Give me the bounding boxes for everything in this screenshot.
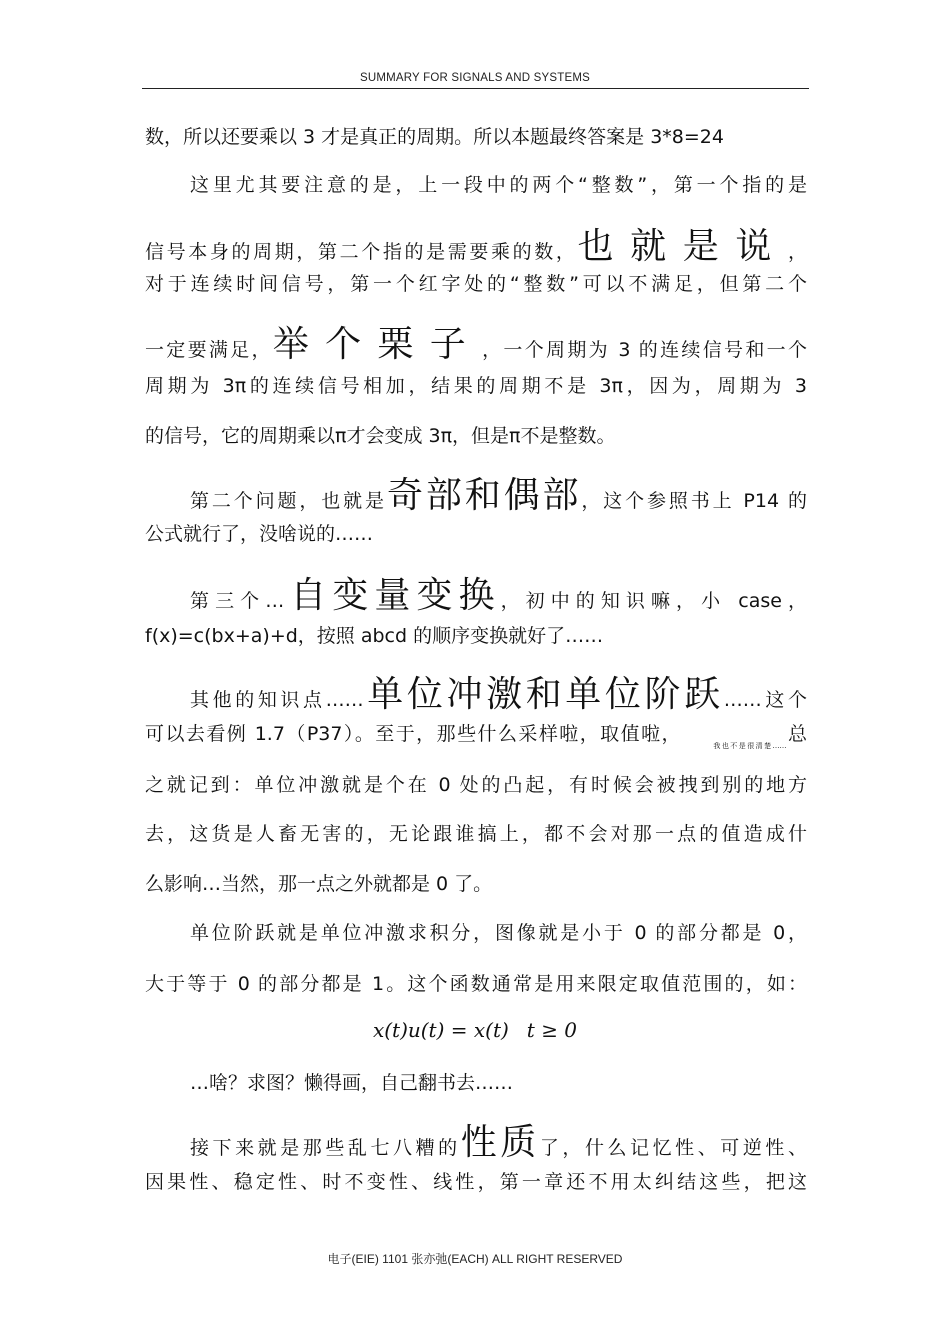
text-line: …啥？求图？懒得画，自己翻书去…… bbox=[190, 1072, 514, 1094]
text-run: 可以去看例 1.7（P37）。至于，那些什么采样啦，取值啦， bbox=[145, 723, 682, 745]
text-run: 第三个… bbox=[190, 590, 285, 612]
text-line: 公式就行了，没啥说的…… bbox=[145, 523, 374, 545]
text-run: ，一个周期为 3 的连续信号和一个 bbox=[482, 339, 807, 361]
page-footer: 电子(EIE) 1101 张亦弛(EACH) ALL RIGHT RESERVED bbox=[327, 1252, 623, 1266]
emphasis-text: 举个栗子 bbox=[272, 324, 483, 365]
emphasis-text: 单位冲激和单位阶跃 bbox=[363, 674, 724, 715]
text-run: 接下来就是那些乱七八糟的 bbox=[190, 1137, 461, 1159]
text-run: ，这个参照书上 P14 的 bbox=[581, 490, 807, 512]
equation-condition: t ≥ 0 bbox=[526, 1018, 578, 1042]
text-run: ， bbox=[787, 241, 807, 263]
text-line: 去，这货是人畜无害的，无论跟谁搞上，都不会对那一点的值造成什 bbox=[145, 823, 807, 845]
text-line: 单位阶跃就是单位冲激求积分，图像就是小于 0 的部分都是 0， bbox=[190, 922, 807, 944]
emphasis-text: 奇部和偶部 bbox=[386, 475, 582, 516]
emphasis-text: 性质 bbox=[460, 1122, 540, 1163]
text-line: 对于连续时间信号，第一个红字处的“整数”可以不满足，但第二个 bbox=[145, 273, 807, 295]
text-line: 么影响…当然，那一点之外就都是 0 了。 bbox=[145, 873, 493, 895]
text-line: 大于等于 0 的部分都是 1。这个函数通常是用来限定取值范围的，如： bbox=[145, 973, 807, 995]
text-line: 的信号，它的周期乘以π才会变成 3π，但是π不是整数。 bbox=[145, 425, 616, 447]
text-line bbox=[190, 475, 807, 516]
text-run: ……这个 bbox=[723, 689, 807, 711]
text-run: 第二个问题，也就是 bbox=[190, 490, 387, 512]
text-run: ，初中的知识嘛，小 case， bbox=[500, 590, 807, 612]
text-run: 信号本身的周期，第二个指的是需要乘的数， bbox=[145, 241, 578, 263]
equation bbox=[0, 1018, 950, 1042]
text-run: 一定要满足， bbox=[145, 339, 273, 361]
text-line: 这里尤其要注意的是，上一段中的两个“整数”，第一个指的是 bbox=[190, 174, 807, 196]
text-line bbox=[190, 1122, 807, 1163]
equation-lhs: x(t)u(t) = x(t) bbox=[372, 1018, 509, 1042]
text-line: 周期为 3π的连续信号相加，结果的周期不是 3π，因为，周期为 3 bbox=[145, 375, 807, 397]
header-rule bbox=[142, 88, 809, 89]
text-line: f(x)=c(bx+a)+d，按照 abcd 的顺序变换就好了…… bbox=[145, 625, 604, 647]
text-run: 了，什么记忆性、可逆性、 bbox=[539, 1137, 807, 1159]
text-line: 数，所以还要乘以 3 才是真正的周期。所以本题最终答案是 3*8=24 bbox=[145, 126, 724, 148]
emphasis-text: 也就是说 bbox=[577, 226, 788, 267]
text-line bbox=[190, 575, 807, 616]
emphasis-text: 自变量变换 bbox=[284, 575, 501, 616]
text-line bbox=[190, 674, 807, 715]
text-line bbox=[145, 722, 807, 758]
page-header: SUMMARY FOR SIGNALS AND SYSTEMS bbox=[359, 72, 591, 84]
text-run: 其他的知识点…… bbox=[190, 689, 364, 711]
aside-note: 我也不是很清楚…… bbox=[711, 742, 787, 750]
text-line bbox=[145, 324, 807, 365]
text-line: 因果性、稳定性、时不变性、线性，第一章还不用太纠结这些，把这 bbox=[145, 1171, 807, 1193]
text-line: 之就记到：单位冲激就是个在 0 处的凸起，有时候会被拽到别的地方 bbox=[145, 774, 807, 796]
text-run: 总 bbox=[786, 723, 807, 745]
text-line bbox=[145, 226, 807, 267]
